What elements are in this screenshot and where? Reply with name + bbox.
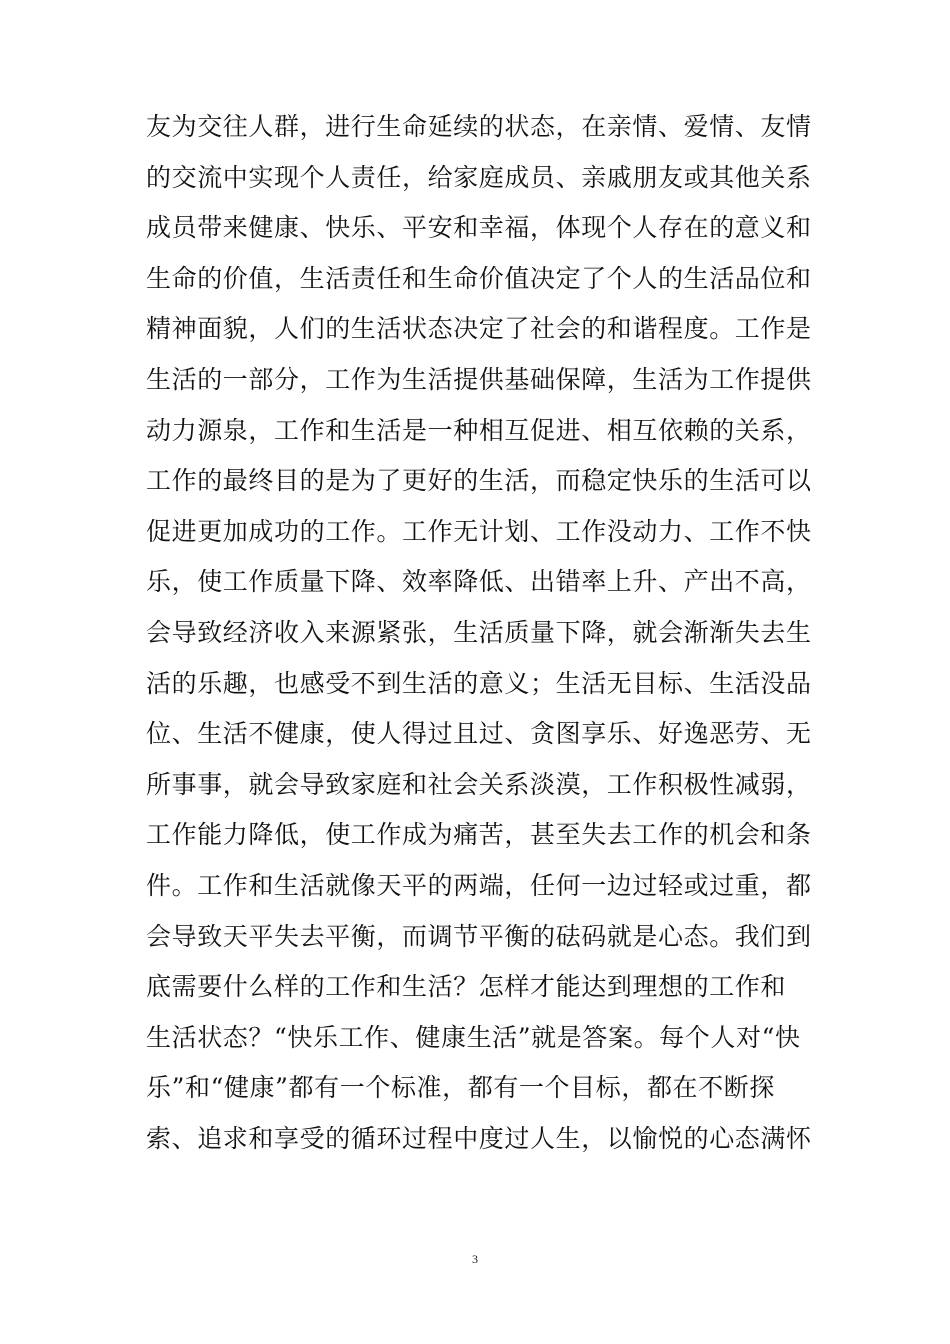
body-text [146,102,816,1164]
text-line: 生命的价值，生活责任和生命价值决定了个人的生活品位和 [146,263,812,293]
text-line: 底需要什么样的工作和生活？怎样才能达到理想的工作和 [146,972,787,1002]
text-line: 索、追求和享受的循环过程中度过人生，以愉悦的心态满怀 [146,1123,812,1153]
text-line: 乐”和“健康”都有一个标准，都有一个目标，都在不断探 [146,1073,775,1103]
text-line: 的交流中实现个人责任，给家庭成员、亲戚朋友或其他关系 [146,162,812,192]
text-line: 件。工作和生活就像天平的两端，任何一边过轻或过重，都 [146,870,812,900]
text-line: 工作能力降低，使工作成为痛苦，甚至失去工作的机会和条 [146,820,812,850]
text-line: 成员带来健康、快乐、平安和幸福，体现个人存在的意义和 [146,213,812,243]
text-line: 会导致天平失去平衡，而调节平衡的砝码就是心态。我们到 [146,921,812,951]
text-line: 会导致经济收入来源紧张，生活质量下降，就会渐渐失去生 [146,617,812,647]
text-line: 生活的一部分，工作为生活提供基础保障，生活为工作提供 [146,364,812,394]
text-line: 活的乐趣，也感受不到生活的意义；生活无目标、生活没品 [146,668,812,698]
text-line: 精神面貌，人们的生活状态决定了社会的和谐程度。工作是 [146,314,812,344]
text-line: 位、生活不健康，使人得过且过、贪图享乐、好逸恶劳、无 [146,719,812,749]
text-line: 乐，使工作质量下降、效率降低、出错率上升、产出不高， [146,567,812,597]
text-line: 友为交往人群，进行生命延续的状态，在亲情、爱情、友情 [146,112,812,141]
text-line: 促进更加成功的工作。工作无计划、工作没动力、工作不快 [146,516,812,546]
text-line: 工作的最终目的是为了更好的生活，而稳定快乐的生活可以 [146,466,812,496]
text-line: 动力源泉，工作和生活是一种相互促进、相互依赖的关系， [146,415,812,445]
text-line: 生活状态？“快乐工作、健康生活”就是答案。每个人对“快 [146,1022,801,1052]
page-number: 3 [472,1252,478,1266]
text-line: 所事事，就会导致家庭和社会关系淡漠，工作积极性减弱， [146,769,812,799]
